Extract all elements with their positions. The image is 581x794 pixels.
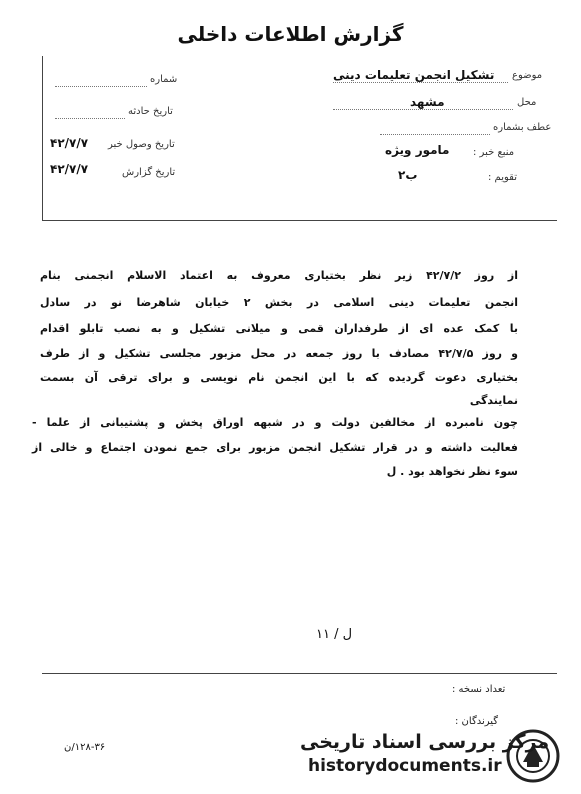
footer-divider <box>42 673 557 674</box>
watermark-text: مرکز بررسی اسناد تاریخی <box>300 731 550 753</box>
header-divider-vertical <box>42 56 43 220</box>
signature: ل / ۱۱ <box>316 627 353 642</box>
body-line: فعالیت داشته و در قرار تشکیل انجمن مزبور برای جمع نمودن اجتماع و خالی از <box>32 441 518 454</box>
source-label: منبع خبر : <box>473 147 515 158</box>
number-dotted-line <box>55 86 147 87</box>
report-date-label: تاریخ گزارش <box>122 167 176 178</box>
report-date-value: ۴۲/۷/۷ <box>50 162 89 176</box>
place-dotted-line <box>333 109 513 110</box>
watermark-url: historydocuments.ir <box>308 756 502 776</box>
body-line: چون نامبرده از مخالفین دولت و در شبهه اوراق پخش و پشتیبانی از علما - <box>32 416 518 429</box>
number-label: شماره <box>150 74 178 85</box>
body-line: بختیاری دعوت گردیده که با این انجمن نام نویسی و برای ترقی آن بسمت <box>40 371 518 384</box>
form-code: ۱۲۸-۳۶/ن <box>64 742 106 753</box>
body-line: انجمن تعلیمات دینی اسلامی در بخش ۲ خیابان شاهرضا نو در سادل <box>40 296 518 309</box>
body-line: و روز ۴۲/۷/۵ مصادف با روز جمعه در محل مزبور مجلسی تشکیل و از طرف <box>40 347 519 360</box>
evaluation-value: ب۲ <box>398 168 418 182</box>
place-label: محل <box>517 97 537 108</box>
page-title: گزارش اطلاعات داخلی <box>177 22 404 46</box>
recipients-label: گیرندگان : <box>455 716 499 727</box>
evaluation-label: تقویم : <box>488 172 517 183</box>
copies-label: تعداد نسخه : <box>452 684 506 695</box>
news-received-label: تاریخ وصول خبر <box>108 139 175 150</box>
body-line: سوء نظر نخواهد بود . ل <box>386 465 518 478</box>
reference-dotted-line <box>380 134 490 135</box>
body-line: نمایندگی <box>469 394 518 407</box>
subject-label: موضوع <box>512 70 543 81</box>
reference-label: عطف بشماره <box>493 122 552 133</box>
header-divider-horizontal <box>42 220 557 221</box>
place-value: مشهد <box>410 95 445 109</box>
source-value: مامور ویژه <box>385 143 450 157</box>
incident-date-dotted-line <box>55 118 125 119</box>
subject-value: تشکیل انجمن تعلیمات دینی <box>333 68 495 82</box>
news-received-value: ۴۲/۷/۷ <box>50 136 89 150</box>
incident-date-label: تاریخ حادثه <box>128 106 173 117</box>
subject-dotted-line <box>333 82 508 83</box>
body-line: با کمک عده ای از طرفداران قمی و میلانی تشکیل و به نصب تابلو اقدام <box>40 322 518 335</box>
body-line: از روز ۴۲/۷/۲ زیر نظر بختیاری معروف به اعتماد الاسلام انجمنی بنام <box>40 269 519 282</box>
